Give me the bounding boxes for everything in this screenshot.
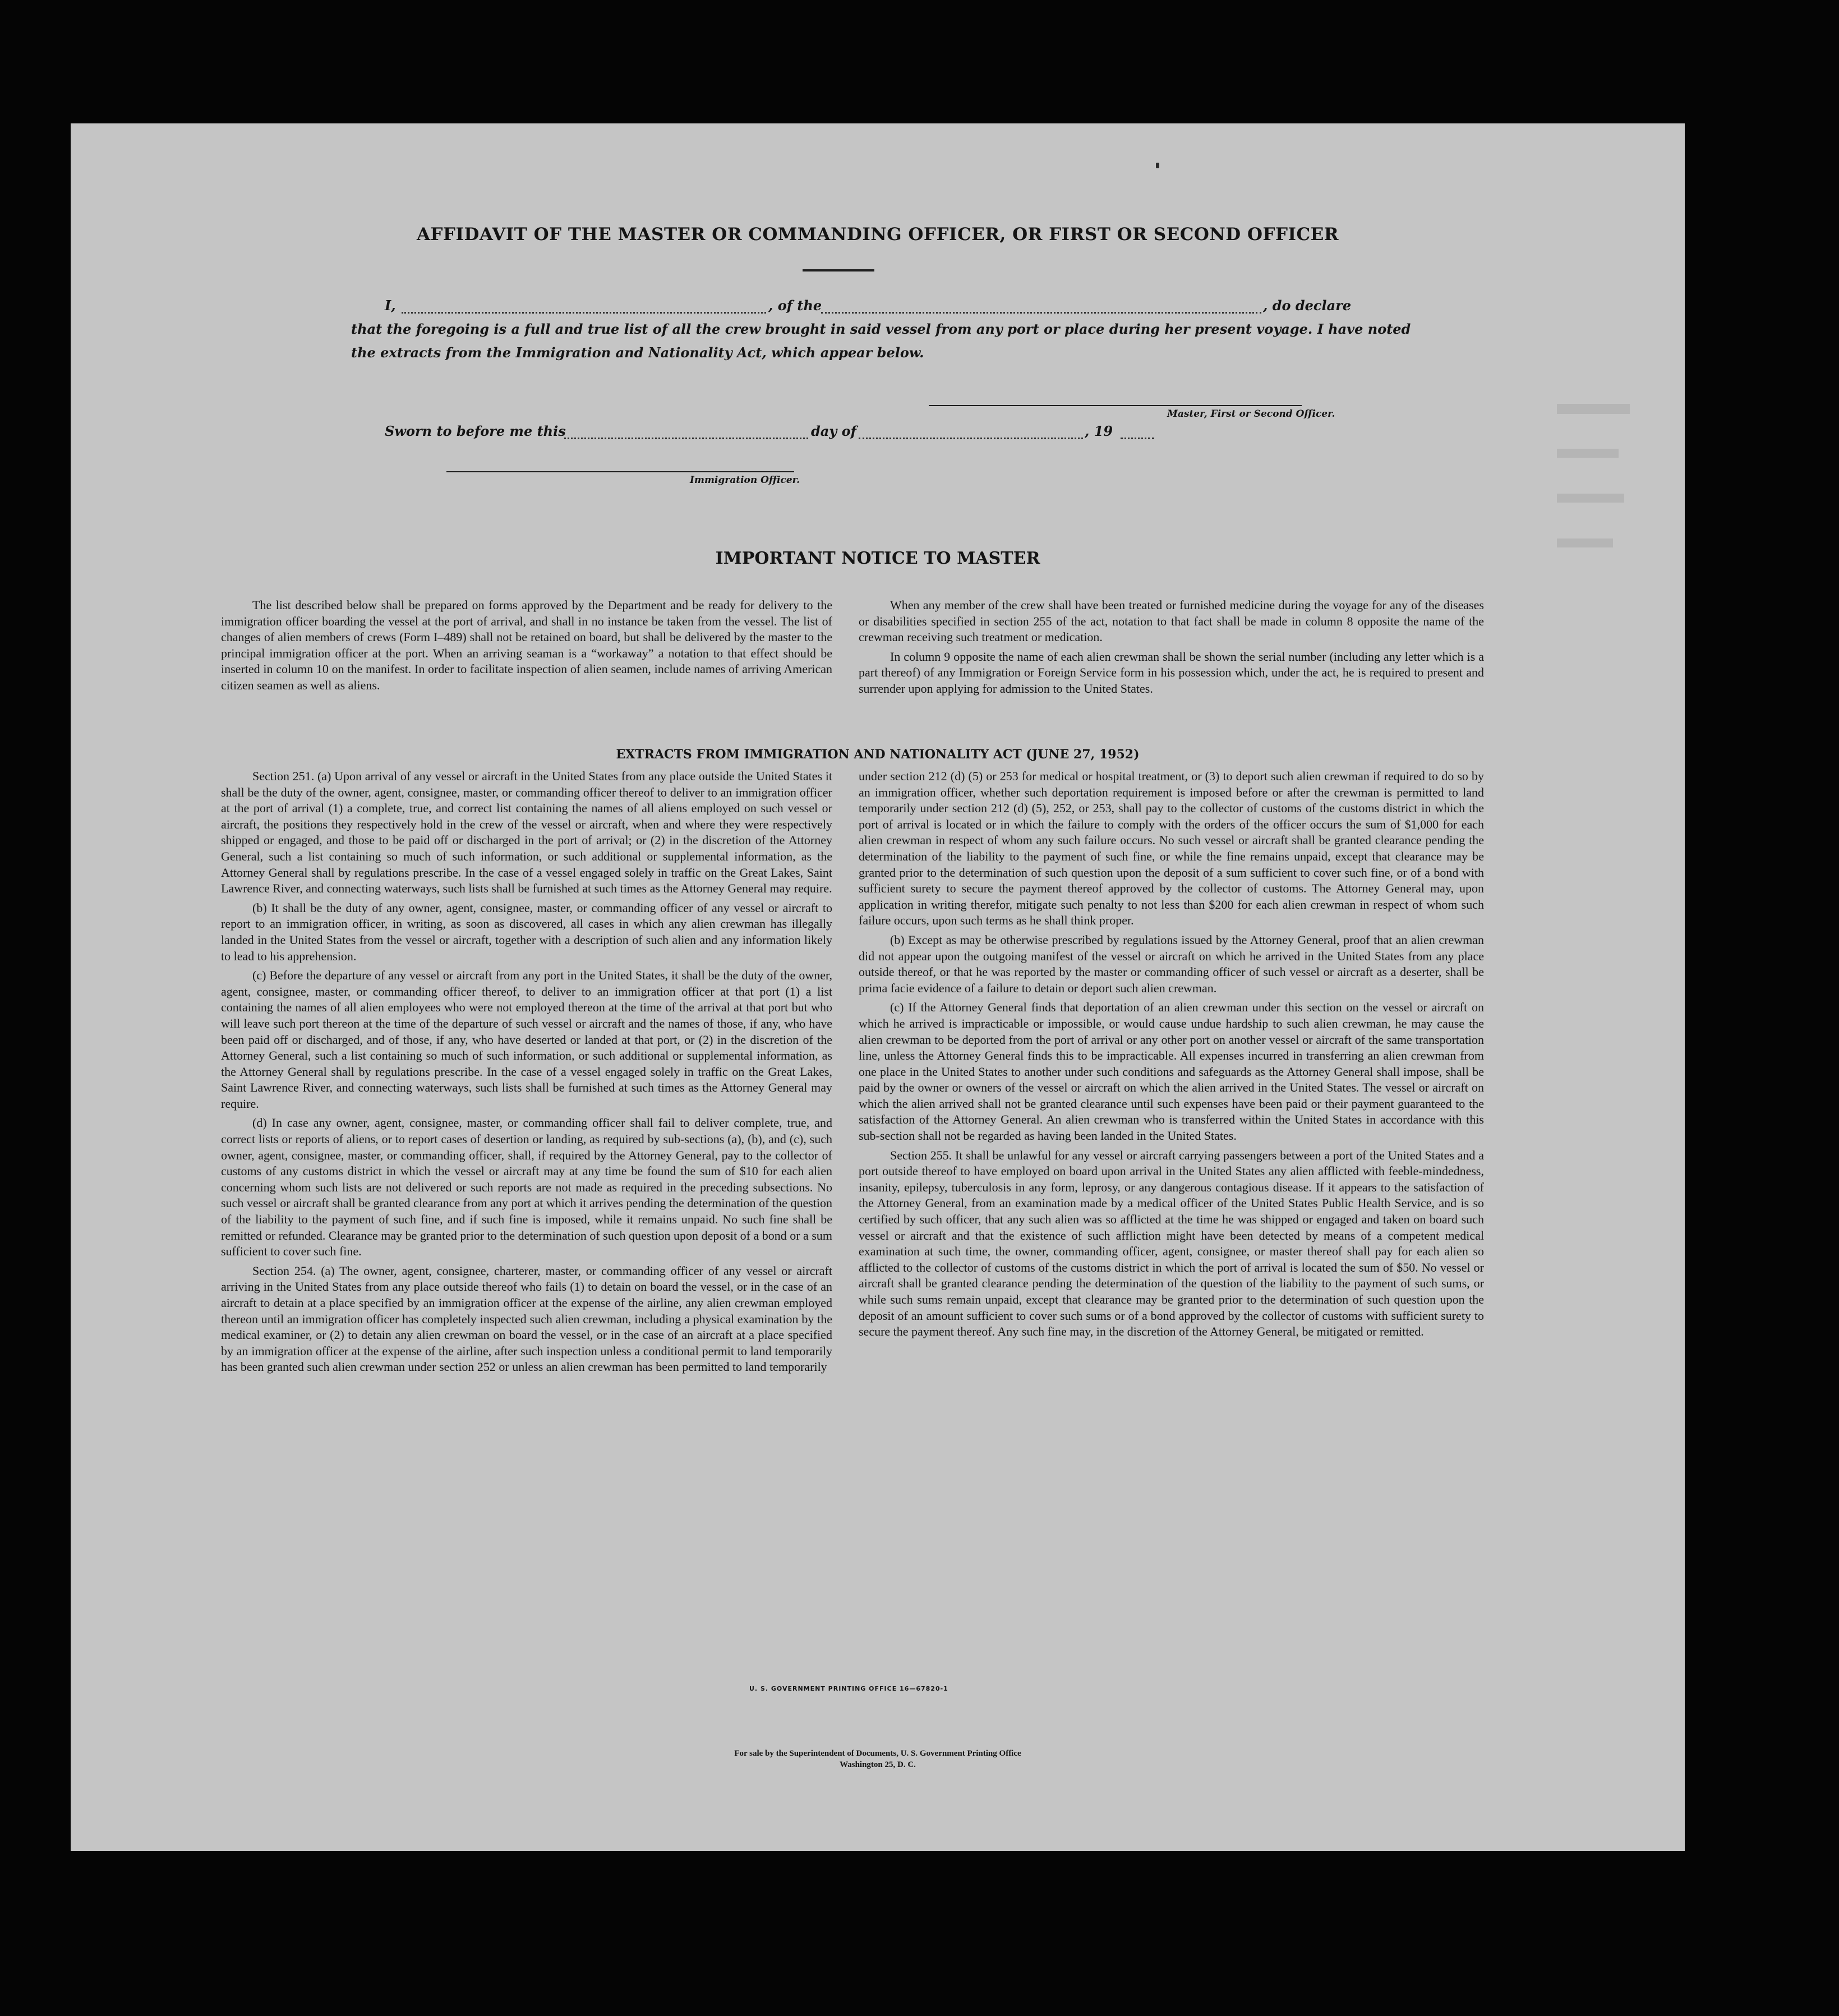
immigration-officer-caption: Immigration Officer. [690, 475, 800, 486]
sale-notice-line-2: Washington 25, D. C. [840, 1760, 916, 1769]
notice-left-paragraph: The list described below shall be prepared on forms approved by the Department and be ready for delivery to the immigration officer boarding the vessel at the port of arrival, and shall in no instance be taken from the vessel. The list of changes of alien members of crews (Form I–489) shall not be retained on board, but shall be delivered by the master to the principal immigration officer at the port. When an arriving seaman is a “workaway” a notation to that effect should be inserted in column 10 on the manifest. In order to facilitate inspection of alien seamen, include names of arriving American citizen seamen as well as aliens. [221, 598, 832, 692]
sworn-label: Sworn to before me this [385, 423, 566, 439]
sworn-day-blank[interactable] [564, 438, 808, 439]
section-254-a: Section 254. (a) The owner, agent, consignee, charterer, master, or commanding officer of any vessel or aircraft arriving in the United States from any place outside thereof who fails (1) to detain on board the vessel, or in the case of an aircraft to detain at a place specified by an immigration officer at the expense of the airline, any alien crewman employed thereon until an immigration officer has completely inspected such alien crewman, including a physical examination by the medical examiner, or (2) to detain any alien crewman on board the vessel, or in the case of an aircraft at a place specified by an immigration officer at the expense of the airline, after such inspection unless a conditional permit to land temporarily has been granted such alien crewman under section 252 or unless an alien crewman has been permitted to land temporarily [221, 1263, 832, 1374]
title-rule [803, 269, 874, 271]
sworn-year-blank[interactable] [1121, 438, 1154, 439]
notice-right-paragraph-2: In column 9 opposite the name of each alien crewman shall be shown the serial number (including any letter which is a part thereof) of any Immigration or Foreign Service form in his possession which, under the act, he is required to present and surrender upon applying for admission to the United States. [859, 649, 1484, 696]
extracts-title: EXTRACTS FROM IMMIGRATION AND NATIONALITY ACT (JUNE 27, 1952) [616, 747, 1140, 762]
statement-line-2: the extracts from the Immigration and Nationality Act, which appear below. [351, 344, 924, 361]
document-sheet [71, 123, 1685, 1851]
section-251-c: (c) Before the departure of any vessel or aircraft from any port in the United States, it shall be the duty of the owner, agent, consignee, master, or commanding officer thereof, to deliver to an immigration officer at that port (1) a list containing the names of all alien employees who were not employed thereon at the time of the arrival at that port but who will leave such port thereon at the time of the departure of such vessel or aircraft and the names of those, if any, who have been paid off or discharged, and of those, if any, who have deserted or landed at that port, or (2) in the discretion of the Attorney General, such a list containing so much of such information, or such additional or supplemental information, as the Attorney General shall by regulations prescribe. In the case of a vessel engaged solely in traffic on the Great Lakes, Saint Lawrence River, and connecting waterways, such lists shall be furnished at such times as the Attorney General may require. [221, 968, 832, 1111]
section-254-b: (b) Except as may be otherwise prescribed by regulations issued by the Attorney General, proof that an alien crewman did not appear upon the outgoing manifest of the vessel or aircraft on which he arrived in the United States from any place outside thereof, or that he was reported by the master or commanding officer of such vessel or aircraft as a deserter, shall be prima facie evidence of a failure to detain or deport such alien crewman. [859, 932, 1484, 995]
extracts-left-column [221, 768, 832, 1379]
of-the-label: , of the [768, 297, 822, 314]
statement-line-1: that the foregoing is a full and true list of all the crew brought in said vessel from any port or place during her present voyage. I have noted [351, 321, 1411, 337]
section-254-c: (c) If the Attorney General finds that deportation of an alien crewman under this section on the vessel or aircraft on which he arrived is impracticable or impossible, or would cause undue hardship to such alien crewman, he may cause the alien crewman to be deported from the port of arrival or any other port on another vessel or aircraft of the same transportation line, unless the Attorney General finds this to be impracticable. All expenses incurred in transferring an alien crewman from one place in the United States to another under such conditions and safeguards as the Attorney General shall impose, shall be paid by the owner or owners of the vessel or aircraft on which the alien arrived in the United States. The vessel or aircraft on which the alien arrived shall not be granted clearance until such expenses have been paid or their payment guaranteed to the satisfaction of the Attorney General. An alien crewman who is transferred within the United States in accordance with this sub-section shall not be regarded as having been landed in the United States. [859, 1000, 1484, 1143]
sworn-month-blank[interactable] [859, 438, 1083, 439]
bleed-through-mark [1557, 538, 1613, 547]
notice-title: IMPORTANT NOTICE TO MASTER [715, 549, 1040, 568]
notice-left-column [221, 597, 832, 697]
affidavit-title: AFFIDAVIT OF THE MASTER OR COMMANDING OFFICER, OR FIRST OR SECOND OFFICER [416, 224, 1339, 245]
ink-speck [1156, 163, 1159, 168]
day-of-label: day of [811, 423, 856, 439]
vessel-blank[interactable] [821, 312, 1261, 314]
extracts-right-column [859, 768, 1484, 1343]
section-254-a-continued: under section 212 (d) (5) or 253 for medical or hospital treatment, or (3) to deport such alien crewman if required to do so by an immigration officer, whether such deportation requirement is imposed before or after the crewman is permitted to land temporarily under section 212 (d) (5), 252, or 253, shall pay to the collector of customs of the customs district in which the port of arrival is located or in which the failure to comply with the orders of the officer occurs the sum of $1,000 for each alien crewman in respect of whom any such failure occurs. No such vessel or aircraft shall be granted clearance pending the determination of the liability to the payment of such fine, or while the fine remains unpaid, except that clearance may be granted prior to the determination of such question upon the deposit of a sum sufficient to cover such fine, or of a bond with sufficient surety to secure the payment thereof approved by the collector of customs. The Attorney General may, upon application in writing therefor, mitigate such penalty to not less than $200 for each alien crewman in respect of whom such failure occurs, upon such terms as he shall think proper. [859, 769, 1484, 928]
section-251-b: (b) It shall be the duty of any owner, agent, consignee, master, or commanding officer of any vessel or aircraft to report to an immigration officer, in writing, as soon as discovered, all cases in which any alien crewman has illegally landed in the United States from the vessel or aircraft, together with a description of such alien and any information likely to lead to his apprehension. [221, 900, 832, 963]
bleed-through-mark [1557, 494, 1624, 503]
section-251-d: (d) In case any owner, agent, consignee, master, or commanding officer shall fail to deliver complete, true, and correct lists or reports of aliens, or to report cases of desertion or landing, as required by sub-sections (a), (b), and (c), such owner, agent, consignee, master, or commanding officer, shall, if required by the Attorney General, pay to the collector of customs of any customs district in which the vessel or aircraft may at any time be found the sum of $10 for each alien concerning whom such lists are not delivered or such reports are not made as required in the preceding subsections. No such vessel or aircraft shall be granted clearance from any port at which it arrives pending the determination of the question of the liability to the payment of such fine, and if such fine is imposed, while it remains unpaid. No such fine shall be remitted or refunded. Clearance may be granted prior to the determination of such question upon deposit of a bond or a sum sufficient to cover such fine. [221, 1116, 832, 1259]
notice-right-paragraph-1: When any member of the crew shall have been treated or furnished medicine during the voyage for any of the diseases or disabilities specified in section 255 of the act, notation to that fact shall be made in column 8 opposite the name of the crewman receiving such treatment or medication. [859, 598, 1484, 645]
year-label: , 19 [1085, 423, 1113, 439]
master-signature-line[interactable] [929, 405, 1302, 406]
immigration-officer-signature-line[interactable] [446, 471, 794, 472]
section-255: Section 255. It shall be unlawful for any vessel or aircraft carrying passengers between a port of the United States and a port outside thereof to have employed on board upon arrival in the United States any alien afflicted with feeble-mindedness, insanity, epilepsy, tuberculosis in any form, leprosy, or any dangerous contagious disease. If it appears to the satisfaction of the Attorney General, from an examination made by a medical officer of the United States Public Health Service, and is so certified by such officer, that any such alien was so afflicted at the time he was shipped or engaged and taken on board such vessel or aircraft and that the existence of such affliction might have been detected by means of a competent medical examination at such time, the owner, commanding officer, agent, consignee, or master thereof shall pay for each alien so afflicted to the collector of customs of the customs district in which the port of arrival is located the sum of $50. No vessel or aircraft shall be granted clearance pending the determination of the question of the liability to the payment of such sums, or while such sums remain unpaid, except that clearance may be granted prior to the determination of such question upon the deposit of an amount sufficient to cover such sums or of a bond approved by the collector of customs with sufficient surety to secure the payment thereof. Any such fine may, in the discretion of the Attorney General, be mitigated or remitted. [859, 1148, 1484, 1339]
bleed-through-mark [1557, 449, 1619, 458]
printing-office-mark: U. S. GOVERNMENT PRINTING OFFICE 16—67820-1 [749, 1685, 948, 1692]
notice-right-column [859, 597, 1484, 701]
section-251-a: Section 251. (a) Upon arrival of any vessel or aircraft in the United States from any place outside the United States it shall be the duty of the owner, agent, consignee, master, or commanding officer thereof to deliver to an immigration officer at the port of arrival (1) a complete, true, and correct list containing the names of all aliens employed on such vessel or aircraft, the positions they respectively hold in the crew of the vessel or aircraft, when and where they were respectively shipped or engaged, and those to be paid off or discharged in the port of arrival; or (2) in the discretion of the Attorney General, such a list containing so much of such information, or such additional or supplemental information, as the Attorney General shall by regulations prescribe. In the case of a vessel engaged solely in traffic on the Great Lakes, Saint Lawrence River, and connecting waterways, such lists shall be furnished at such times as the Attorney General may require. [221, 769, 832, 896]
do-declare-label: , do declare [1263, 297, 1352, 314]
i-label: I, [385, 297, 396, 314]
bleed-through-mark [1557, 404, 1630, 414]
sale-notice [71, 1748, 1685, 1770]
master-signature-caption: Master, First or Second Officer. [1167, 408, 1335, 420]
sale-notice-line-1: For sale by the Superintendent of Documents, U. S. Government Printing Office [734, 1749, 1021, 1758]
name-blank[interactable] [402, 312, 766, 314]
